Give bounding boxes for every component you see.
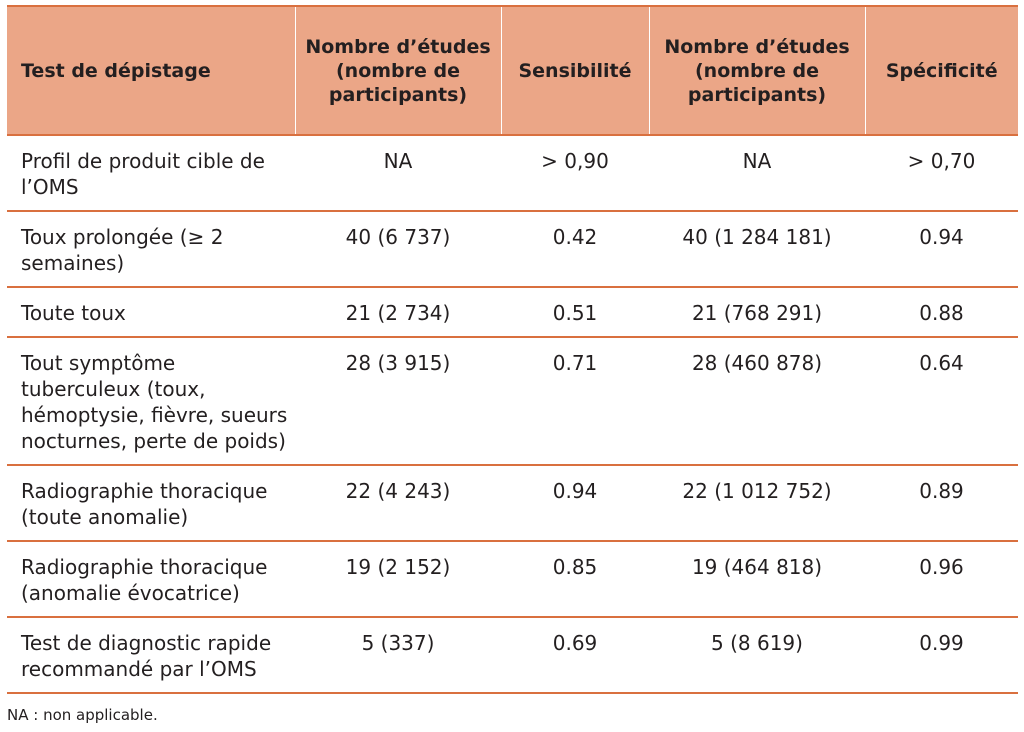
cell-studies-specificity: 22 (1 012 752): [649, 465, 865, 541]
cell-test: Radiographie thoracique (anomalie évocatrice): [7, 541, 295, 617]
cell-studies-specificity: 19 (464 818): [649, 541, 865, 617]
cell-test: Profil de produit cible de l’OMS: [7, 135, 295, 211]
cell-sensitivity: 0.42: [501, 211, 649, 287]
cell-specificity: 0.64: [865, 337, 1018, 465]
cell-studies-sensitivity: 22 (4 243): [295, 465, 501, 541]
cell-studies-specificity: 28 (460 878): [649, 337, 865, 465]
header-test: Test de dépistage: [7, 6, 295, 135]
table-row: [7, 617, 1018, 693]
screening-table-container: [7, 5, 1018, 694]
cell-test: Test de diagnostic rapide recommandé par l’OMS: [7, 617, 295, 693]
table-row: [7, 135, 1018, 211]
cell-studies-sensitivity: 19 (2 152): [295, 541, 501, 617]
cell-specificity: 0.99: [865, 617, 1018, 693]
cell-studies-sensitivity: 5 (337): [295, 617, 501, 693]
cell-test: Toute toux: [7, 287, 295, 337]
cell-specificity: 0.94: [865, 211, 1018, 287]
header-studies-specificity: Nombre d’études (nombre de participants): [649, 6, 865, 135]
table-row: [7, 337, 1018, 465]
cell-test: Toux prolongée (≥ 2 semaines): [7, 211, 295, 287]
table-row: [7, 287, 1018, 337]
cell-studies-specificity: 5 (8 619): [649, 617, 865, 693]
cell-sensitivity: 0.51: [501, 287, 649, 337]
cell-specificity: 0.88: [865, 287, 1018, 337]
cell-studies-sensitivity: 21 (2 734): [295, 287, 501, 337]
table-body: [7, 135, 1018, 693]
cell-studies-sensitivity: NA: [295, 135, 501, 211]
screening-table: [7, 5, 1018, 694]
footnote: NA : non applicable.: [7, 706, 158, 724]
cell-sensitivity: > 0,90: [501, 135, 649, 211]
table-row: [7, 465, 1018, 541]
cell-test: Radiographie thoracique (toute anomalie): [7, 465, 295, 541]
cell-specificity: > 0,70: [865, 135, 1018, 211]
cell-sensitivity: 0.94: [501, 465, 649, 541]
header-specificity: Spécificité: [865, 6, 1018, 135]
cell-studies-sensitivity: 28 (3 915): [295, 337, 501, 465]
header-sensitivity: Sensibilité: [501, 6, 649, 135]
cell-specificity: 0.89: [865, 465, 1018, 541]
cell-sensitivity: 0.71: [501, 337, 649, 465]
cell-studies-sensitivity: 40 (6 737): [295, 211, 501, 287]
table-header: [7, 6, 1018, 135]
cell-specificity: 0.96: [865, 541, 1018, 617]
header-studies-sensitivity: Nombre d’études (nombre de participants): [295, 6, 501, 135]
cell-studies-specificity: 21 (768 291): [649, 287, 865, 337]
cell-studies-specificity: 40 (1 284 181): [649, 211, 865, 287]
cell-sensitivity: 0.69: [501, 617, 649, 693]
cell-sensitivity: 0.85: [501, 541, 649, 617]
header-row: [7, 6, 1018, 135]
table-row: [7, 541, 1018, 617]
cell-test: Tout symptôme tuberculeux (toux, hémoptysie, fièvre, sueurs nocturnes, perte de poids): [7, 337, 295, 465]
table-row: [7, 211, 1018, 287]
cell-studies-specificity: NA: [649, 135, 865, 211]
